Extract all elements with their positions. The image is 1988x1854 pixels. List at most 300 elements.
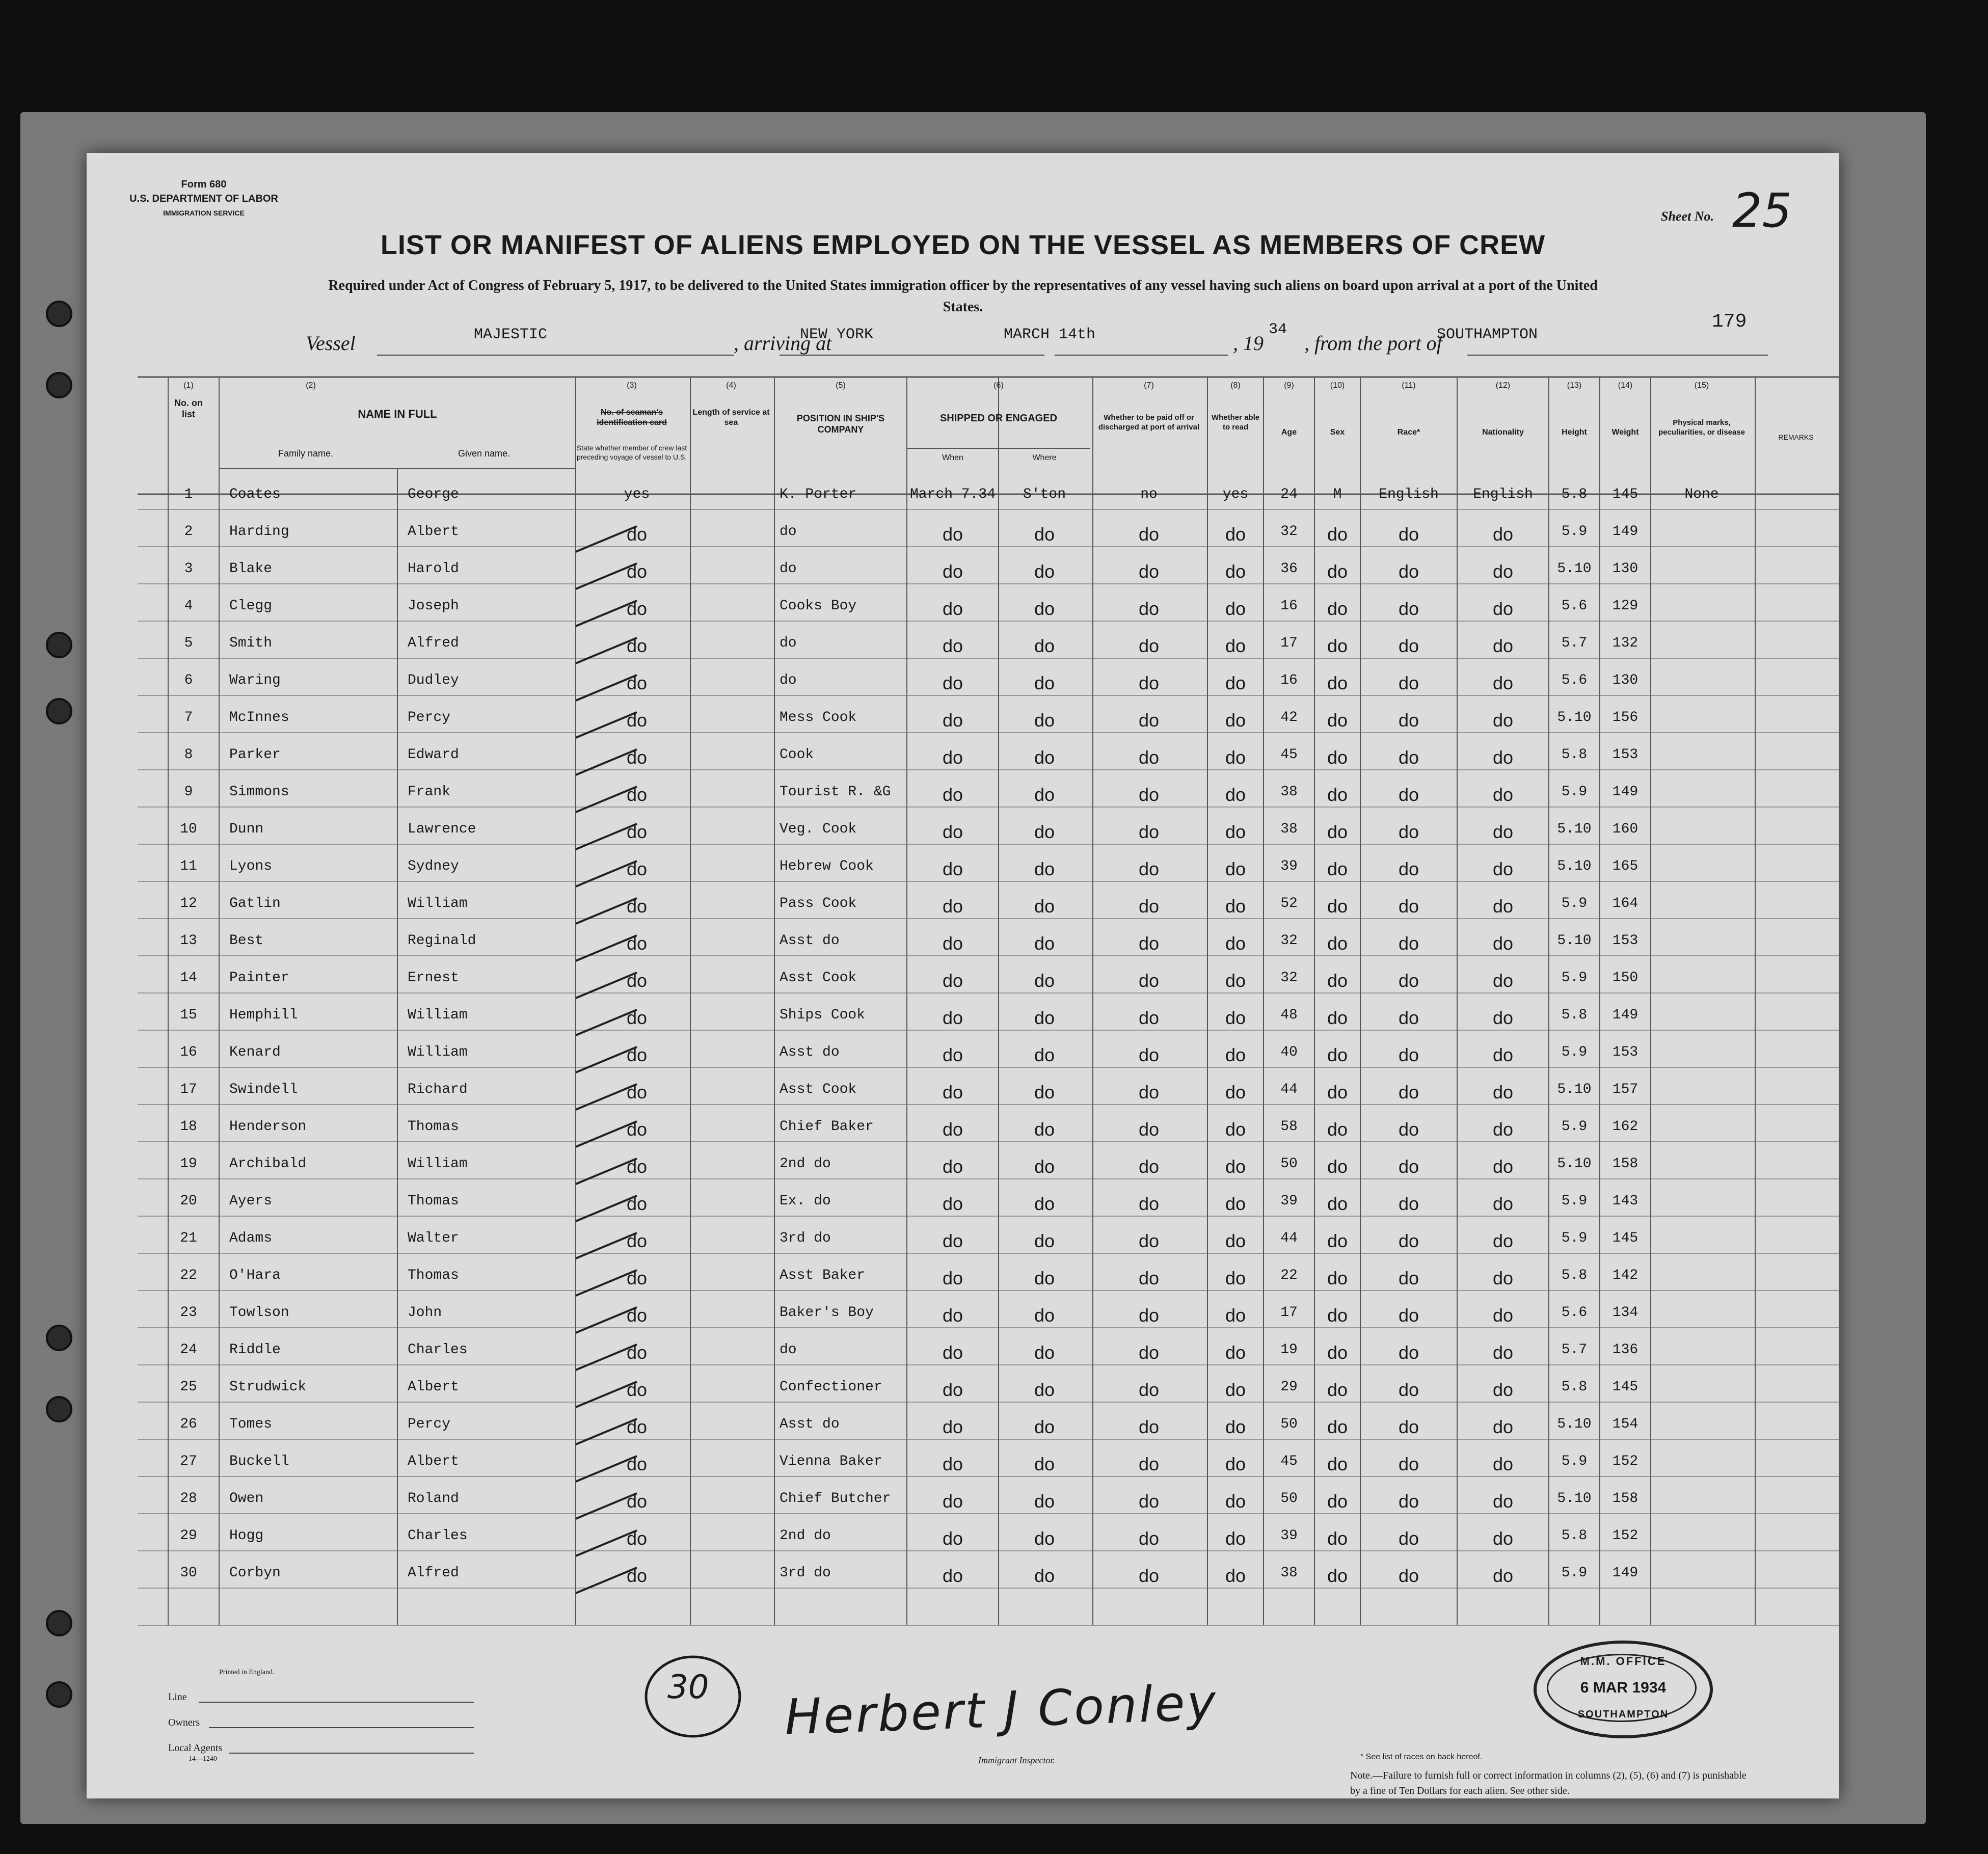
cell-weight: 162 [1612, 1119, 1638, 1135]
cell-no: 23 [180, 1305, 197, 1321]
cell-age: 38 [1280, 1565, 1298, 1581]
cell-sex: do [1327, 561, 1348, 582]
cell-where: do [1034, 821, 1055, 842]
cell-height: 5.10 [1557, 1416, 1592, 1432]
cell-sex: do [1327, 635, 1348, 656]
cell-weight: 156 [1612, 710, 1638, 726]
cell-when: do [942, 710, 963, 731]
cell-race: do [1398, 1305, 1419, 1326]
cell-position: Cook [780, 747, 814, 763]
cell-position: Ex. do [780, 1193, 831, 1209]
cell-weight: 145 [1612, 1379, 1638, 1395]
cell-weight: 154 [1612, 1416, 1638, 1432]
cell-nat: do [1492, 1379, 1514, 1400]
cell-race: do [1398, 635, 1419, 656]
cell-race: do [1398, 561, 1419, 582]
cell-height: 5.10 [1557, 1491, 1592, 1507]
cell-when: do [942, 1454, 963, 1474]
cell-read: do [1225, 933, 1246, 954]
cell-no: 13 [180, 933, 197, 949]
cell-nat: do [1492, 1528, 1514, 1549]
cell-weight: 153 [1612, 933, 1638, 949]
cell-family: Hogg [229, 1528, 264, 1544]
cell-where: do [1034, 1565, 1055, 1586]
cell-when: do [942, 1491, 963, 1512]
cell-sex: do [1327, 1565, 1348, 1586]
cell-read: do [1225, 1454, 1246, 1474]
cell-family: Riddle [229, 1342, 281, 1358]
cell-no: 7 [184, 710, 193, 726]
cell-where: do [1034, 1044, 1055, 1065]
cell-paid: do [1138, 896, 1160, 917]
cell-nat: do [1492, 710, 1514, 731]
cell-paid: do [1138, 784, 1160, 805]
cell-where: do [1034, 1528, 1055, 1549]
cell-nat: do [1492, 1268, 1514, 1288]
cell-prev: do [626, 747, 648, 768]
cell-position: Asst Cook [780, 970, 857, 986]
cell-weight: 149 [1612, 1565, 1638, 1581]
cell-weight: 149 [1612, 1007, 1638, 1023]
cell-when: do [942, 598, 963, 619]
cell-height: 5.8 [1561, 487, 1588, 502]
cell-read: do [1225, 1082, 1246, 1103]
cell-nat: do [1492, 1007, 1514, 1028]
cell-race: do [1398, 933, 1419, 954]
column-number: (9) [1284, 381, 1294, 390]
cell-weight: 160 [1612, 821, 1638, 837]
cell-family: Best [229, 933, 264, 949]
cell-position: Asst do [780, 1416, 840, 1432]
cell-no: 1 [184, 487, 193, 502]
cell-paid: do [1138, 747, 1160, 768]
vessel-name: MAJESTIC [474, 326, 548, 343]
cell-when: do [942, 1230, 963, 1251]
cell-weight: 143 [1612, 1193, 1638, 1209]
cell-nat: do [1492, 821, 1514, 842]
page-number: 179 [1712, 311, 1747, 333]
cell-height: 5.8 [1561, 1528, 1588, 1544]
cell-prev: do [626, 1379, 648, 1400]
cell-weight: 130 [1612, 561, 1638, 577]
cell-age: 17 [1280, 635, 1298, 651]
cell-prev: do [626, 1193, 648, 1214]
cell-read: do [1225, 1528, 1246, 1549]
cell-position: Chief Butcher [780, 1491, 891, 1507]
cell-age: 52 [1280, 896, 1298, 911]
column-number: (13) [1567, 381, 1582, 390]
cell-race: English [1379, 487, 1439, 502]
cell-race: do [1398, 1119, 1419, 1140]
cell-prev: yes [624, 487, 650, 502]
cell-position: K. Porter [780, 487, 857, 502]
cell-sex: do [1327, 1193, 1348, 1214]
cell-age: 16 [1280, 673, 1298, 688]
cell-prev: do [626, 1082, 648, 1103]
cell-sex: do [1327, 673, 1348, 693]
cell-race: do [1398, 1082, 1419, 1103]
cell-sex: do [1327, 710, 1348, 731]
cell-race: do [1398, 821, 1419, 842]
cell-height: 5.10 [1557, 710, 1592, 726]
cell-prev: do [626, 1305, 648, 1326]
cell-paid: do [1138, 1491, 1160, 1512]
form-code: 14—1240 [189, 1755, 217, 1763]
cell-where: do [1034, 896, 1055, 917]
cell-age: 24 [1280, 487, 1298, 502]
cell-paid: do [1138, 1007, 1160, 1028]
cell-read: do [1225, 896, 1246, 917]
cell-race: do [1398, 673, 1419, 693]
cell-family: Archibald [229, 1156, 307, 1172]
cell-when: do [942, 1044, 963, 1065]
cell-no: 27 [180, 1454, 197, 1469]
cell-paid: do [1138, 1044, 1160, 1065]
cell-given: George [408, 487, 459, 502]
cell-given: Walter [408, 1230, 459, 1246]
cell-when: do [942, 896, 963, 917]
page-subtitle: Required under Act of Congress of February 5, 1917, to be delivered to the United States immigration officer by the representatives of any vessel having such aliens on board upon arrival at a port of the United States. [328, 278, 1598, 315]
cell-height: 5.6 [1561, 598, 1588, 614]
cell-paid: do [1138, 1342, 1160, 1363]
col-when: When [942, 453, 963, 462]
cell-sex: do [1327, 1119, 1348, 1140]
cell-prev: do [626, 710, 648, 731]
cell-given: John [408, 1305, 442, 1321]
cell-race: do [1398, 1454, 1419, 1474]
cell-position: do [780, 524, 797, 540]
binding-hole [46, 1610, 72, 1636]
cell-family: Harding [229, 524, 289, 540]
cell-prev: do [626, 1416, 648, 1437]
cell-age: 50 [1280, 1156, 1298, 1172]
col-paid-off: Whether to be paid off or discharged at port of arrival [1098, 413, 1200, 432]
cell-family: Dunn [229, 821, 264, 837]
col-age: Age [1281, 428, 1297, 437]
cell-weight: 153 [1612, 1044, 1638, 1060]
cell-where: do [1034, 524, 1055, 545]
cell-height: 5.9 [1561, 1044, 1588, 1060]
cell-paid: do [1138, 635, 1160, 656]
column-number: (7) [1144, 381, 1154, 390]
cell-no: 14 [180, 970, 197, 986]
cell-age: 40 [1280, 1044, 1298, 1060]
cell-height: 5.9 [1561, 1565, 1588, 1581]
cell-family: Smith [229, 635, 273, 651]
cell-nat: do [1492, 1454, 1514, 1474]
cell-where: do [1034, 1082, 1055, 1103]
cell-where: do [1034, 1454, 1055, 1474]
cell-when: do [942, 1119, 963, 1140]
cell-no: 16 [180, 1044, 197, 1060]
cell-given: Edward [408, 747, 459, 763]
col-shipped-engaged: SHIPPED OR ENGAGED [939, 413, 1058, 424]
cell-family: Gatlin [229, 896, 281, 911]
cell-when: do [942, 1007, 963, 1028]
cell-when: do [942, 1379, 963, 1400]
cell-paid: do [1138, 524, 1160, 545]
cell-height: 5.9 [1561, 524, 1588, 540]
cell-no: 9 [184, 784, 193, 800]
cell-no: 22 [180, 1268, 197, 1283]
col-given-name: Given name. [458, 448, 511, 459]
cell-where: do [1034, 1193, 1055, 1214]
cell-nat: do [1492, 1305, 1514, 1326]
cell-race: do [1398, 970, 1419, 991]
cell-no: 6 [184, 673, 193, 688]
cell-given: Alfred [408, 1565, 459, 1581]
cell-where: do [1034, 933, 1055, 954]
cell-when: do [942, 561, 963, 582]
cell-prev: do [626, 1268, 648, 1288]
cell-age: 44 [1280, 1082, 1298, 1097]
cell-position: 3rd do [780, 1230, 831, 1246]
cell-nat: do [1492, 1044, 1514, 1065]
cell-no: 2 [184, 524, 193, 540]
cell-where: do [1034, 1007, 1055, 1028]
cell-family: Waring [229, 673, 281, 688]
cell-weight: 165 [1612, 858, 1638, 874]
cell-given: Harold [408, 561, 459, 577]
cell-age: 17 [1280, 1305, 1298, 1321]
cell-given: Frank [408, 784, 451, 800]
cell-where: do [1034, 1268, 1055, 1288]
cell-sex: do [1327, 747, 1348, 768]
cell-age: 45 [1280, 747, 1298, 763]
cell-read: do [1225, 1007, 1246, 1028]
cell-given: Sydney [408, 858, 459, 874]
cell-when: do [942, 858, 963, 879]
cell-where: do [1034, 1156, 1055, 1177]
cell-read: do [1225, 673, 1246, 693]
cell-race: do [1398, 598, 1419, 619]
cell-nat: do [1492, 1230, 1514, 1251]
cell-nat: do [1492, 784, 1514, 805]
sheet-number: 25 [1732, 183, 1792, 238]
cell-where: do [1034, 970, 1055, 991]
cell-position: Hebrew Cook [780, 858, 874, 874]
cell-nat: do [1492, 858, 1514, 879]
cell-sex: do [1327, 1342, 1348, 1363]
cell-given: Ernest [408, 970, 459, 986]
cell-height: 5.10 [1557, 561, 1592, 577]
cell-nat: do [1492, 1082, 1514, 1103]
cell-weight: 134 [1612, 1305, 1638, 1321]
cell-race: do [1398, 710, 1419, 731]
cell-read: do [1225, 858, 1246, 879]
cell-no: 10 [180, 821, 197, 837]
cell-position: do [780, 635, 797, 651]
cell-no: 5 [184, 635, 193, 651]
cell-when: do [942, 635, 963, 656]
column-number: (6) [993, 381, 1004, 390]
cell-paid: do [1138, 1230, 1160, 1251]
col-weight: Weight [1611, 428, 1639, 437]
cell-height: 5.9 [1561, 970, 1588, 986]
cell-sex: do [1327, 896, 1348, 917]
cell-weight: 149 [1612, 784, 1638, 800]
cell-weight: 132 [1612, 635, 1638, 651]
cell-where: do [1034, 747, 1055, 768]
binding-hole [46, 1396, 72, 1422]
year-prefix: , 19 [1233, 332, 1264, 355]
cell-family: Corbyn [229, 1565, 281, 1581]
cell-prev: do [626, 635, 648, 656]
cell-family: Painter [229, 970, 289, 986]
cell-prev: do [626, 1528, 648, 1549]
cell-read: do [1225, 561, 1246, 582]
cell-position: 3rd do [780, 1565, 831, 1581]
cell-nat: do [1492, 1342, 1514, 1363]
cell-prev: do [626, 1156, 648, 1177]
cell-weight: 152 [1612, 1528, 1638, 1544]
cell-family: Lyons [229, 858, 273, 874]
cell-race: do [1398, 1268, 1419, 1288]
cell-nat: do [1492, 970, 1514, 991]
col-position: POSITION IN SHIP'S COMPANY [796, 413, 885, 435]
col-no-on-list: No. on list [174, 398, 203, 419]
cell-prev: do [626, 1119, 648, 1140]
cell-prev: do [626, 598, 648, 619]
cell-paid: do [1138, 1082, 1160, 1103]
cell-read: do [1225, 970, 1246, 991]
cell-sex: do [1327, 1230, 1348, 1251]
cell-given: William [408, 1156, 468, 1172]
cell-family: Tomes [229, 1416, 273, 1432]
cell-age: 50 [1280, 1491, 1298, 1507]
cell-prev: do [626, 970, 648, 991]
cell-age: 22 [1280, 1268, 1298, 1283]
cell-paid: do [1138, 1268, 1160, 1288]
from-label: , from the port of [1304, 332, 1442, 355]
cell-race: do [1398, 1044, 1419, 1065]
column-number: (3) [627, 381, 637, 390]
binding-hole [46, 698, 72, 724]
cell-race: do [1398, 747, 1419, 768]
arrival-year: 34 [1269, 321, 1287, 338]
cell-no: 26 [180, 1416, 197, 1432]
cell-paid: do [1138, 1565, 1160, 1586]
cell-position: Asst do [780, 1044, 840, 1060]
column-number: (1) [183, 381, 194, 390]
cell-position: Mess Cook [780, 710, 857, 726]
cell-where: do [1034, 598, 1055, 619]
col-physical: Physical marks, peculiarities, or disease [1658, 418, 1745, 437]
cell-when: do [942, 821, 963, 842]
cell-sex: do [1327, 1044, 1348, 1065]
cell-sex: do [1327, 598, 1348, 619]
cell-age: 48 [1280, 1007, 1298, 1023]
cell-read: yes [1222, 487, 1249, 502]
cell-when: do [942, 1565, 963, 1586]
cell-height: 5.7 [1561, 635, 1588, 651]
column-number: (2) [306, 381, 316, 390]
cell-read: do [1225, 635, 1246, 656]
cell-race: do [1398, 1230, 1419, 1251]
cell-no: 25 [180, 1379, 197, 1395]
cell-nat: do [1492, 561, 1514, 582]
cell-age: 44 [1280, 1230, 1298, 1246]
cell-position: Tourist R. &G [780, 784, 891, 800]
cell-age: 42 [1280, 710, 1298, 726]
cell-age: 50 [1280, 1416, 1298, 1432]
cell-race: do [1398, 1007, 1419, 1028]
col-able-read: Whether able to read [1211, 413, 1260, 432]
cell-height: 5.9 [1561, 896, 1588, 911]
col-name-in-full: NAME IN FULL [358, 408, 437, 420]
cell-race: do [1398, 1379, 1419, 1400]
cell-paid: do [1138, 1119, 1160, 1140]
cell-age: 32 [1280, 933, 1298, 949]
column-number: (14) [1618, 381, 1633, 390]
cell-nat: do [1492, 1119, 1514, 1140]
cell-sex: do [1327, 1082, 1348, 1103]
cell-read: do [1225, 1379, 1246, 1400]
cell-given: William [408, 1044, 468, 1060]
cell-weight: 158 [1612, 1156, 1638, 1172]
cell-nat: do [1492, 1491, 1514, 1512]
cell-age: 19 [1280, 1342, 1298, 1358]
cell-prev: do [626, 1044, 648, 1065]
cell-no: 24 [180, 1342, 197, 1358]
cell-read: do [1225, 710, 1246, 731]
cell-position: 2nd do [780, 1156, 831, 1172]
cell-race: do [1398, 1342, 1419, 1363]
cell-prev: do [626, 1007, 648, 1028]
cell-nat: do [1492, 933, 1514, 954]
cell-height: 5.8 [1561, 1007, 1588, 1023]
cell-where: do [1034, 1305, 1055, 1326]
cell-given: Thomas [408, 1119, 459, 1135]
cell-weight: 153 [1612, 747, 1638, 763]
binding-hole [46, 632, 72, 658]
cell-sex: do [1327, 1305, 1348, 1326]
cell-position: Asst Cook [780, 1082, 857, 1097]
cell-no: 21 [180, 1230, 197, 1246]
cell-when: do [942, 1156, 963, 1177]
cell-position: Veg. Cook [780, 821, 857, 837]
cell-given: William [408, 1007, 468, 1023]
cell-given: Albert [408, 524, 459, 540]
col-remarks: REMARKS [1778, 433, 1814, 441]
cell-prev: do [626, 561, 648, 582]
cell-where: do [1034, 1230, 1055, 1251]
cell-family: Henderson [229, 1119, 307, 1135]
cell-read: do [1225, 1305, 1246, 1326]
col-length-service: Length of service at sea [692, 408, 770, 427]
col-id-card: No. of seaman's identification card [597, 408, 667, 427]
cell-nat: do [1492, 1565, 1514, 1586]
cell-sex: do [1327, 821, 1348, 842]
cell-position: Cooks Boy [780, 598, 857, 614]
cell-no: 8 [184, 747, 193, 763]
cell-position: Confectioner [780, 1379, 882, 1395]
cell-age: 16 [1280, 598, 1298, 614]
cell-nat: do [1492, 896, 1514, 917]
cell-sex: do [1327, 1416, 1348, 1437]
cell-paid: do [1138, 710, 1160, 731]
cell-when: do [942, 784, 963, 805]
cell-no: 28 [180, 1491, 197, 1507]
binding-hole [46, 372, 72, 398]
stamp-top: M.M. OFFICE [1580, 1655, 1667, 1668]
cell-weight: 130 [1612, 673, 1638, 688]
cell-family: McInnes [229, 710, 289, 726]
cell-height: 5.9 [1561, 1193, 1588, 1209]
cell-age: 32 [1280, 970, 1298, 986]
arrival-date: MARCH 14th [1004, 326, 1096, 343]
cell-height: 5.7 [1561, 1342, 1588, 1358]
